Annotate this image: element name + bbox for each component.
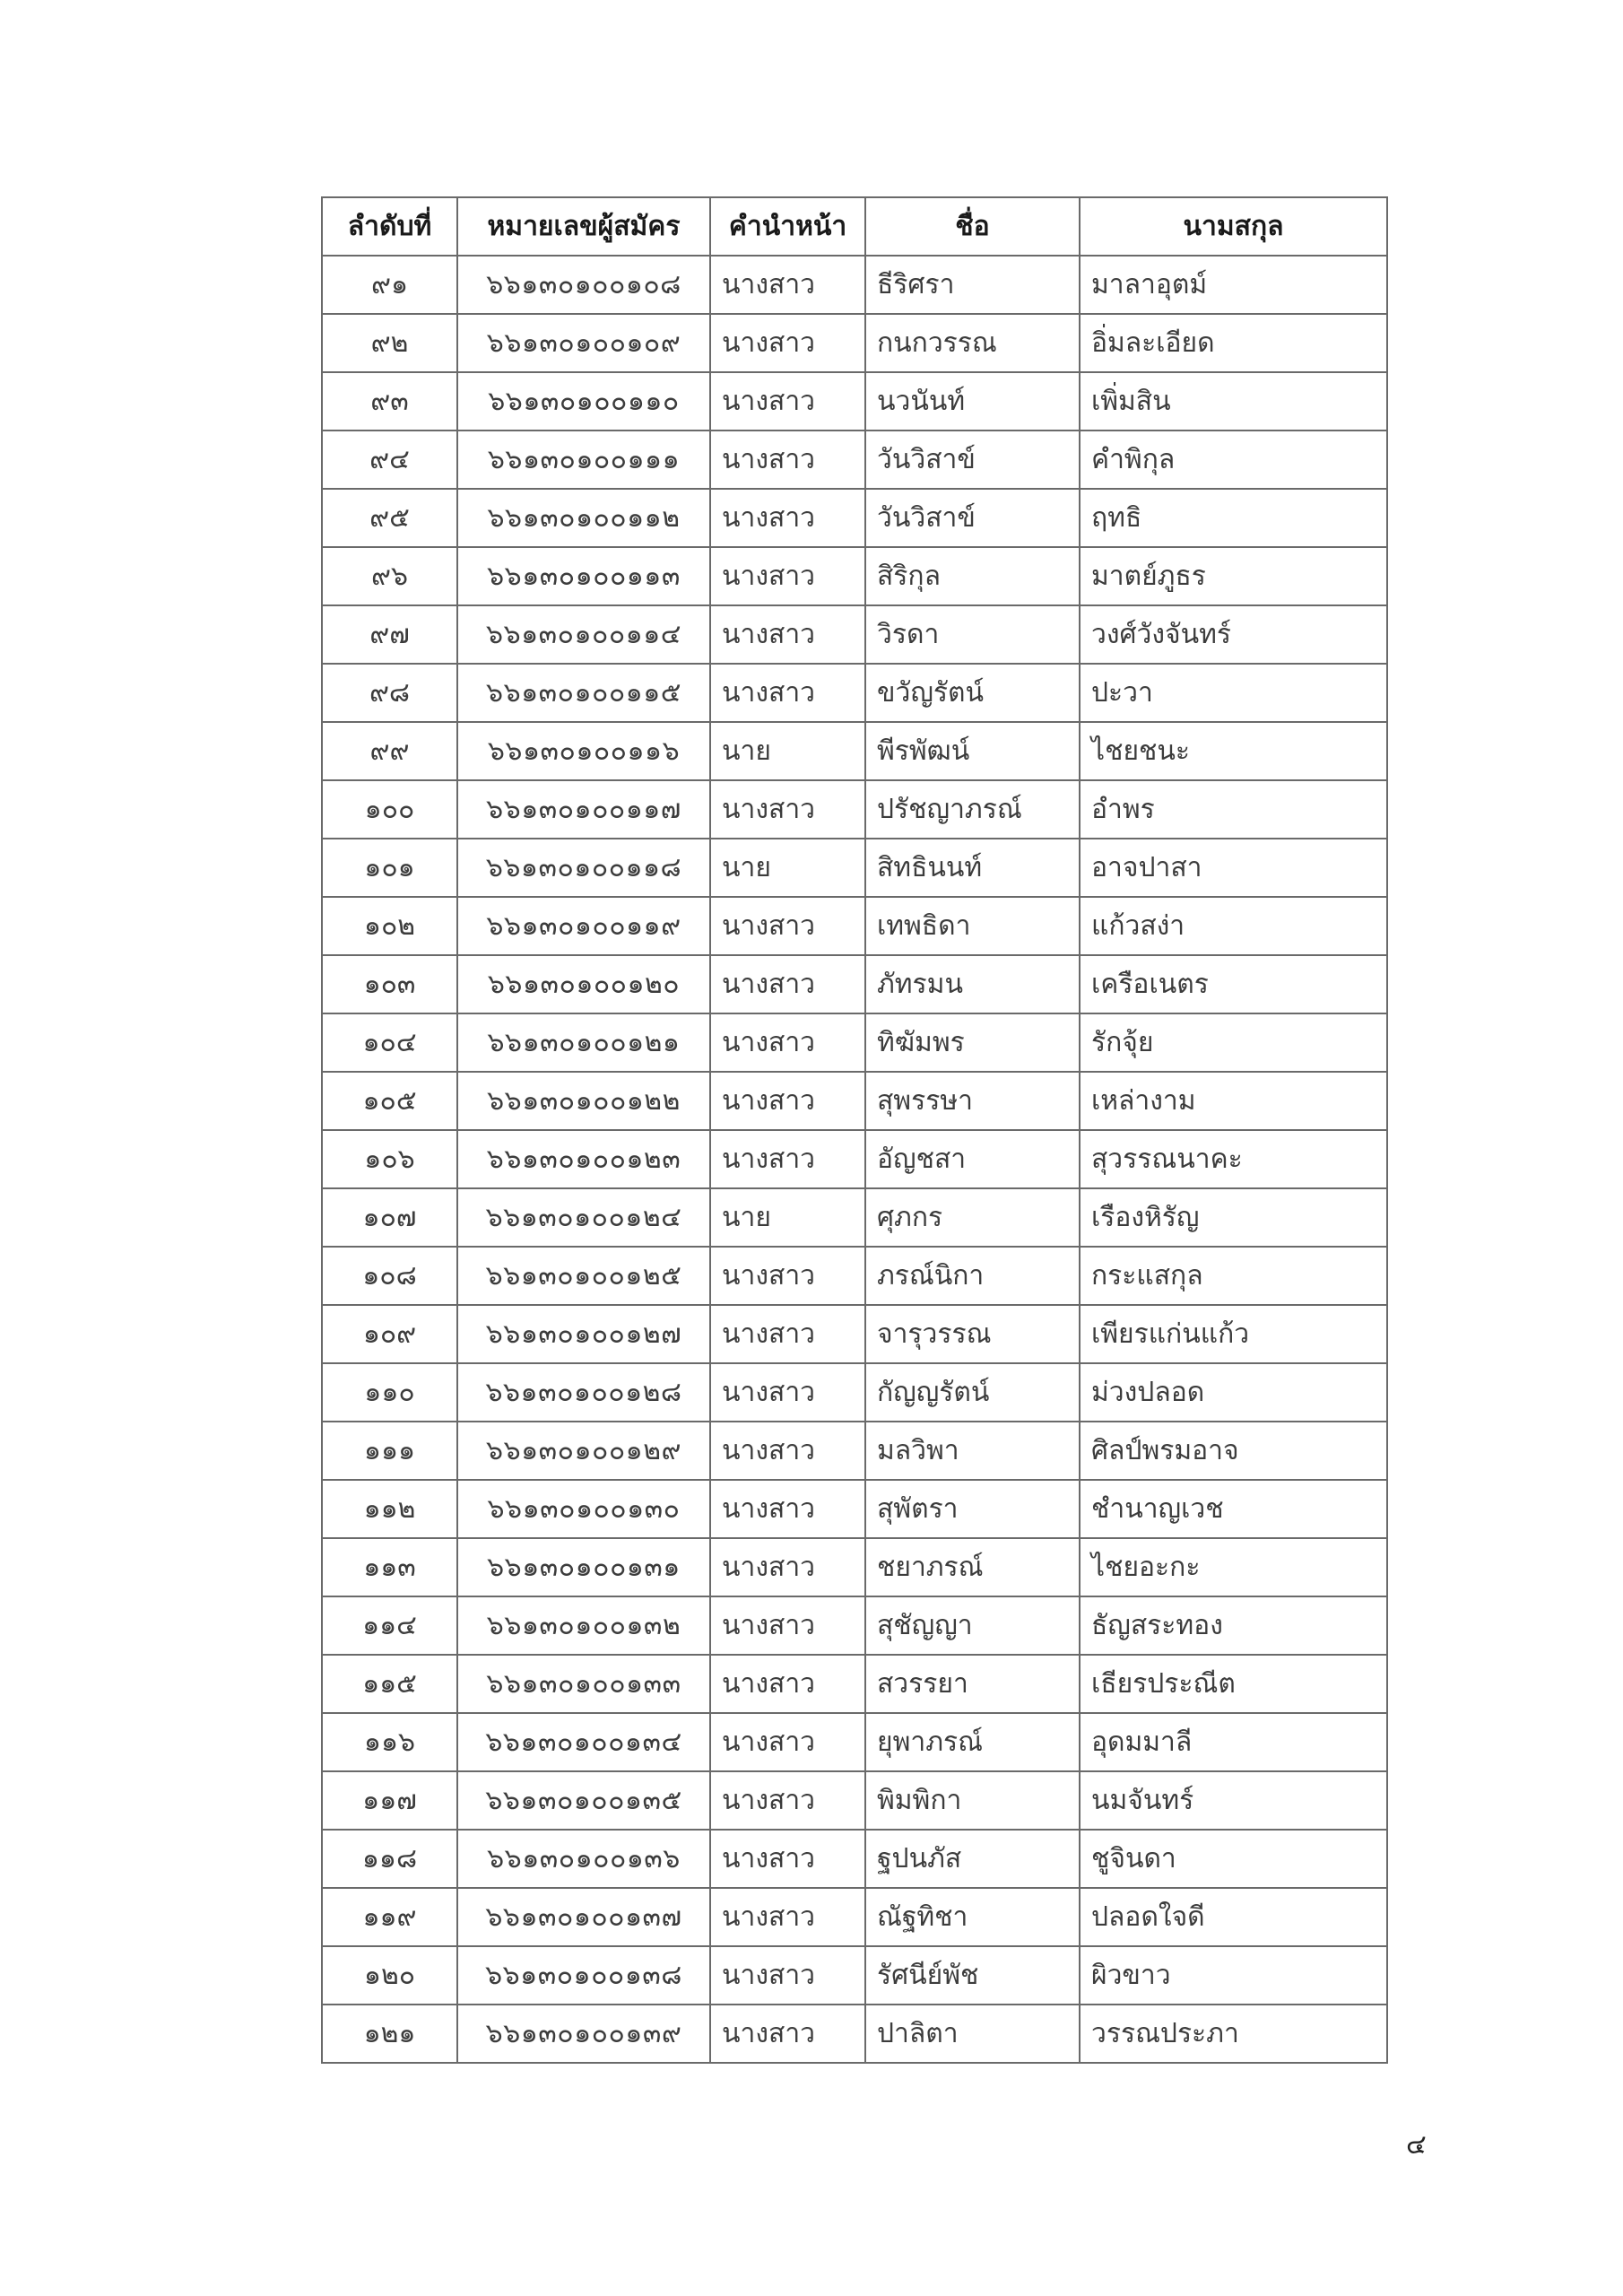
cell-first-name: ยุพาภรณ์ [865,1713,1080,1771]
cell-order: ๙๖ [322,547,457,605]
cell-prefix: นางสาว [710,1596,865,1655]
cell-prefix: นางสาว [710,1830,865,1888]
cell-last-name: นมจันทร์ [1080,1771,1387,1830]
cell-prefix: นางสาว [710,314,865,372]
cell-last-name: เหล่างาม [1080,1072,1387,1130]
cell-order: ๑๑๗ [322,1771,457,1830]
cell-first-name: ฐปนภัส [865,1830,1080,1888]
table-row [322,1188,1387,1247]
cell-order: ๑๐๘ [322,1247,457,1305]
cell-order: ๑๑๙ [322,1888,457,1946]
table-row [322,1655,1387,1713]
header-order: ลำดับที่ [322,197,457,256]
cell-first-name: ภัทรมน [865,955,1080,1013]
cell-prefix: นางสาว [710,2005,865,2063]
cell-last-name: ไชยอะกะ [1080,1538,1387,1596]
cell-prefix: นางสาว [710,1888,865,1946]
header-prefix: คำนำหน้า [710,197,865,256]
table-row [322,1830,1387,1888]
cell-applicant-id: ๖๖๑๓๐๑๐๐๑๑๒ [457,489,710,547]
cell-first-name: ปรัชญาภรณ์ [865,780,1080,839]
cell-prefix: นางสาว [710,605,865,664]
cell-prefix: นางสาว [710,780,865,839]
cell-order: ๑๑๕ [322,1655,457,1713]
cell-applicant-id: ๖๖๑๓๐๑๐๐๑๒๘ [457,1363,710,1422]
cell-applicant-id: ๖๖๑๓๐๑๐๐๑๑๔ [457,605,710,664]
cell-applicant-id: ๖๖๑๓๐๑๐๐๑๒๐ [457,955,710,1013]
cell-order: ๑๑๐ [322,1363,457,1422]
cell-prefix: นาย [710,839,865,897]
cell-first-name: อัญชสา [865,1130,1080,1188]
cell-last-name: วงศ์วังจันทร์ [1080,605,1387,664]
cell-prefix: นาย [710,1188,865,1247]
cell-applicant-id: ๖๖๑๓๐๑๐๐๑๐๘ [457,256,710,314]
cell-order: ๑๐๑ [322,839,457,897]
header-applicant-id: หมายเลขผู้สมัคร [457,197,710,256]
cell-first-name: วิรดา [865,605,1080,664]
cell-first-name: มลวิพา [865,1422,1080,1480]
table-row [322,1130,1387,1188]
table-row [322,1072,1387,1130]
cell-first-name: ณัฐทิชา [865,1888,1080,1946]
table-row [322,1480,1387,1538]
cell-applicant-id: ๖๖๑๓๐๑๐๐๑๓๑ [457,1538,710,1596]
cell-last-name: อุดมมาลี [1080,1713,1387,1771]
cell-order: ๑๐๗ [322,1188,457,1247]
cell-prefix: นางสาว [710,1130,865,1188]
cell-applicant-id: ๖๖๑๓๐๑๐๐๑๒๗ [457,1305,710,1363]
table-row [322,430,1387,489]
cell-last-name: อำพร [1080,780,1387,839]
cell-prefix: นางสาว [710,489,865,547]
cell-applicant-id: ๖๖๑๓๐๑๐๐๑๑๑ [457,430,710,489]
cell-order: ๙๘ [322,664,457,722]
cell-prefix: นาย [710,722,865,780]
cell-order: ๑๑๑ [322,1422,457,1480]
cell-order: ๙๑ [322,256,457,314]
cell-order: ๑๑๔ [322,1596,457,1655]
cell-applicant-id: ๖๖๑๓๐๑๐๐๑๑๗ [457,780,710,839]
applicant-table [321,196,1388,2064]
cell-first-name: ปาลิตา [865,2005,1080,2063]
cell-first-name: วันวิสาข์ [865,489,1080,547]
cell-order: ๙๓ [322,372,457,430]
table-row [322,955,1387,1013]
cell-applicant-id: ๖๖๑๓๐๑๐๐๑๑๐ [457,372,710,430]
cell-prefix: นางสาว [710,1363,865,1422]
cell-applicant-id: ๖๖๑๓๐๑๐๐๑๒๓ [457,1130,710,1188]
cell-last-name: ไชยชนะ [1080,722,1387,780]
cell-last-name: เธียรประณีต [1080,1655,1387,1713]
cell-order: ๑๒๑ [322,2005,457,2063]
cell-first-name: นวนันท์ [865,372,1080,430]
header-last-name: นามสกุล [1080,197,1387,256]
cell-prefix: นางสาว [710,1072,865,1130]
cell-applicant-id: ๖๖๑๓๐๑๐๐๑๑๘ [457,839,710,897]
cell-prefix: นางสาว [710,1771,865,1830]
cell-last-name: ชำนาญเวช [1080,1480,1387,1538]
cell-last-name: มาตย์ภูธร [1080,547,1387,605]
cell-first-name: จารุวรรณ [865,1305,1080,1363]
table-row [322,1422,1387,1480]
cell-prefix: นางสาว [710,1305,865,1363]
cell-applicant-id: ๖๖๑๓๐๑๐๐๑๓๙ [457,2005,710,2063]
cell-first-name: พีรพัฒน์ [865,722,1080,780]
cell-prefix: นางสาว [710,1538,865,1596]
page-number: ๔ [1406,2129,1427,2161]
table-row [322,489,1387,547]
cell-first-name: เทพธิดา [865,897,1080,955]
cell-first-name: สิริกุล [865,547,1080,605]
cell-prefix: นางสาว [710,547,865,605]
cell-first-name: สุพรรษา [865,1072,1080,1130]
cell-applicant-id: ๖๖๑๓๐๑๐๐๑๑๖ [457,722,710,780]
cell-last-name: ปะวา [1080,664,1387,722]
cell-order: ๑๑๖ [322,1713,457,1771]
cell-first-name: ธีริศรา [865,256,1080,314]
cell-prefix: นางสาว [710,1013,865,1072]
cell-last-name: อาจปาสา [1080,839,1387,897]
cell-order: ๑๐๓ [322,955,457,1013]
table-row [322,2005,1387,2063]
cell-last-name: กระแสกุล [1080,1247,1387,1305]
cell-applicant-id: ๖๖๑๓๐๑๐๐๑๒๑ [457,1013,710,1072]
cell-prefix: นางสาว [710,1946,865,2005]
cell-order: ๑๐๕ [322,1072,457,1130]
table-row [322,1247,1387,1305]
cell-prefix: นางสาว [710,1713,865,1771]
table-row [322,547,1387,605]
table-row [322,1713,1387,1771]
cell-applicant-id: ๖๖๑๓๐๑๐๐๑๒๙ [457,1422,710,1480]
table-row [322,372,1387,430]
table-row [322,722,1387,780]
cell-order: ๑๑๘ [322,1830,457,1888]
cell-first-name: ศุภกร [865,1188,1080,1247]
cell-last-name: เพียรแก่นแก้ว [1080,1305,1387,1363]
table-row [322,1771,1387,1830]
cell-first-name: กนกวรรณ [865,314,1080,372]
cell-applicant-id: ๖๖๑๓๐๑๐๐๑๓๒ [457,1596,710,1655]
cell-last-name: ม่วงปลอด [1080,1363,1387,1422]
cell-applicant-id: ๖๖๑๓๐๑๐๐๑๓๔ [457,1713,710,1771]
cell-applicant-id: ๖๖๑๓๐๑๐๐๑๐๙ [457,314,710,372]
cell-first-name: รัศนีย์พัช [865,1946,1080,2005]
cell-order: ๑๑๒ [322,1480,457,1538]
cell-last-name: ธัญสระทอง [1080,1596,1387,1655]
cell-prefix: นางสาว [710,256,865,314]
cell-last-name: อิ่มละเอียด [1080,314,1387,372]
cell-first-name: พิมพิกา [865,1771,1080,1830]
cell-last-name: สุวรรณนาคะ [1080,1130,1387,1188]
cell-order: ๑๐๖ [322,1130,457,1188]
cell-applicant-id: ๖๖๑๓๐๑๐๐๑๓๘ [457,1946,710,2005]
table-row [322,1888,1387,1946]
table-row [322,897,1387,955]
table-row [322,314,1387,372]
cell-applicant-id: ๖๖๑๓๐๑๐๐๑๑๓ [457,547,710,605]
cell-order: ๑๐๒ [322,897,457,955]
cell-last-name: ผิวขาว [1080,1946,1387,2005]
header-first-name: ชื่อ [865,197,1080,256]
table-row [322,1305,1387,1363]
cell-order: ๑๐๙ [322,1305,457,1363]
table-row [322,1538,1387,1596]
cell-order: ๑๑๓ [322,1538,457,1596]
cell-order: ๙๕ [322,489,457,547]
cell-last-name: ปลอดใจดี [1080,1888,1387,1946]
cell-last-name: ศิลป์พรมอาจ [1080,1422,1387,1480]
cell-applicant-id: ๖๖๑๓๐๑๐๐๑๒๔ [457,1188,710,1247]
cell-prefix: นางสาว [710,1480,865,1538]
table-row [322,1596,1387,1655]
cell-first-name: สิทธินนท์ [865,839,1080,897]
cell-applicant-id: ๖๖๑๓๐๑๐๐๑๒๕ [457,1247,710,1305]
cell-last-name: ฤทธิ [1080,489,1387,547]
cell-applicant-id: ๖๖๑๓๐๑๐๐๑๒๒ [457,1072,710,1130]
table-header-row [322,197,1387,256]
table-row [322,605,1387,664]
cell-order: ๑๒๐ [322,1946,457,2005]
cell-prefix: นางสาว [710,1655,865,1713]
table-row [322,1946,1387,2005]
table-body [322,256,1387,2063]
cell-first-name: ชยาภรณ์ [865,1538,1080,1596]
cell-first-name: วันวิสาข์ [865,430,1080,489]
cell-prefix: นางสาว [710,664,865,722]
table-row [322,780,1387,839]
cell-applicant-id: ๖๖๑๓๐๑๐๐๑๓๓ [457,1655,710,1713]
cell-applicant-id: ๖๖๑๓๐๑๐๐๑๓๖ [457,1830,710,1888]
cell-first-name: สวรรยา [865,1655,1080,1713]
table-row [322,839,1387,897]
cell-last-name: มาลาอุตม์ [1080,256,1387,314]
table-row [322,664,1387,722]
cell-order: ๙๙ [322,722,457,780]
cell-last-name: คำพิกุล [1080,430,1387,489]
cell-prefix: นางสาว [710,430,865,489]
cell-first-name: ขวัญรัตน์ [865,664,1080,722]
table-row [322,1013,1387,1072]
table-row [322,1363,1387,1422]
cell-order: ๙๔ [322,430,457,489]
cell-first-name: ภรณ์นิกา [865,1247,1080,1305]
cell-last-name: ชูจินดา [1080,1830,1387,1888]
cell-first-name: กัญญรัตน์ [865,1363,1080,1422]
cell-order: ๑๐๔ [322,1013,457,1072]
cell-last-name: แก้วสง่า [1080,897,1387,955]
cell-prefix: นางสาว [710,955,865,1013]
cell-prefix: นางสาว [710,372,865,430]
cell-order: ๙๗ [322,605,457,664]
cell-applicant-id: ๖๖๑๓๐๑๐๐๑๓๗ [457,1888,710,1946]
cell-applicant-id: ๖๖๑๓๐๑๐๐๑๑๕ [457,664,710,722]
table-row [322,256,1387,314]
cell-order: ๑๐๐ [322,780,457,839]
cell-first-name: สุพัตรา [865,1480,1080,1538]
cell-last-name: เรืองหิรัญ [1080,1188,1387,1247]
cell-last-name: รักจุ้ย [1080,1013,1387,1072]
cell-applicant-id: ๖๖๑๓๐๑๐๐๑๓๐ [457,1480,710,1538]
cell-prefix: นางสาว [710,1247,865,1305]
cell-first-name: สุชัญญา [865,1596,1080,1655]
cell-last-name: วรรณประภา [1080,2005,1387,2063]
cell-order: ๙๒ [322,314,457,372]
cell-last-name: เครือเนตร [1080,955,1387,1013]
cell-applicant-id: ๖๖๑๓๐๑๐๐๑๓๕ [457,1771,710,1830]
cell-applicant-id: ๖๖๑๓๐๑๐๐๑๑๙ [457,897,710,955]
cell-last-name: เพิ่มสิน [1080,372,1387,430]
cell-prefix: นางสาว [710,1422,865,1480]
cell-prefix: นางสาว [710,897,865,955]
cell-first-name: ทิฆัมพร [865,1013,1080,1072]
